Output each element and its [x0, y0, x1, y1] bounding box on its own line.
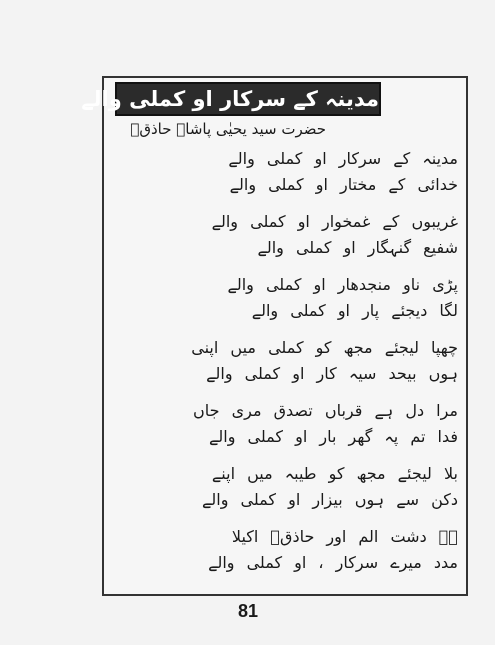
- stanza-4: [120, 335, 458, 387]
- verse-line: مدینہ کے سرکار او کملی والے: [228, 149, 458, 168]
- verse-line: فدا تم پہ گھر بار او کملی والے: [209, 427, 458, 446]
- poem-title: مدینہ کے سرکار او کملی والے: [115, 82, 381, 116]
- verse-line: مدد میرے سرکار ، او کملی والے: [208, 553, 458, 572]
- verse-line: شفیع گنہگار او کملی والے: [257, 238, 458, 257]
- stanza-7: [120, 524, 458, 576]
- stanza-2: [120, 209, 458, 261]
- verse-line: خدائی کے مختار او کملی والے: [229, 175, 458, 194]
- poem-body: [120, 146, 458, 587]
- stanza-6: [120, 461, 458, 513]
- verse-line: ہے دشت الم اور حاذقؔ اکیلا: [231, 527, 458, 546]
- stanza-1: [120, 146, 458, 198]
- verse-line: لگا دیجئے پار او کملی والے: [251, 301, 458, 320]
- verse-line: غریبوں کے غمخوار او کملی والے: [211, 212, 458, 231]
- verse-line: چھپا لیجئے مجھ کو کملی میں اپنی: [191, 338, 458, 357]
- stanza-3: [120, 272, 458, 324]
- verse-line: بلا لیجئے مجھ کو طیبہ میں اپنے: [211, 464, 458, 483]
- page-number: 81: [237, 601, 259, 621]
- stanza-5: [120, 398, 458, 450]
- verse-line: مرا دل ہے قرباں تصدق مری جاں: [193, 401, 458, 420]
- verse-line: دکن سے ہوں بیزار او کملی والے: [202, 490, 458, 509]
- verse-line: پڑی ناو منجدھار او کملی والے: [227, 275, 458, 294]
- verse-line: ہوں بیحد سیہ کار او کملی والے: [206, 364, 458, 383]
- poet-name: حضرت سید یحیٰی پاشاہ حاذقؔ: [130, 120, 326, 138]
